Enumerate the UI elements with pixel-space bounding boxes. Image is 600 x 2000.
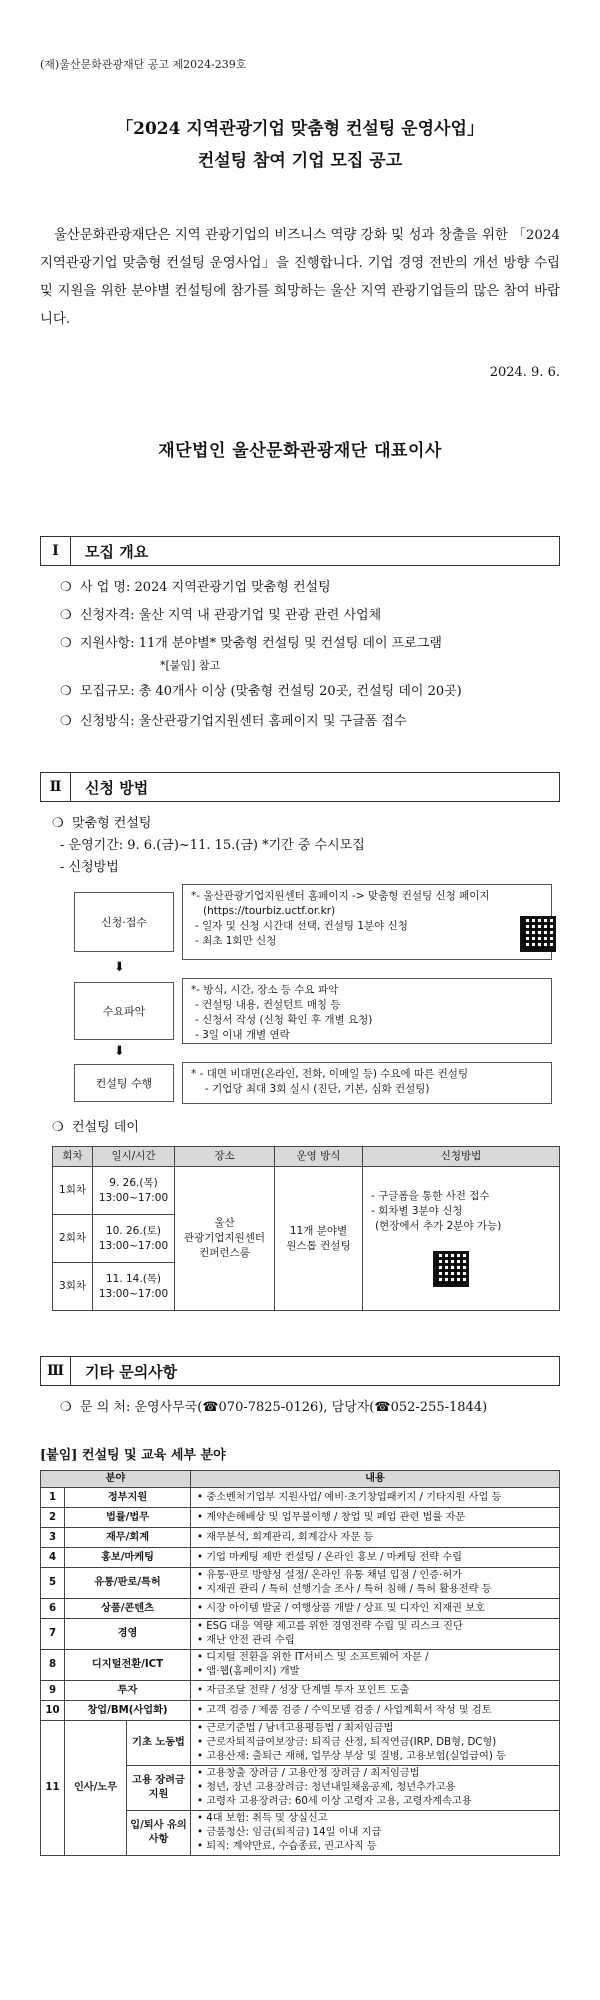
phone-icon: ☎ (374, 1400, 391, 1415)
table-row: 6 상품/콘텐츠 • 시장 아이템 발굴 / 여행상품 개발 / 상표 및 디자인 지재권 보호 (41, 1599, 560, 1619)
flow-desc-demand: *- 방식, 시간, 장소 등 수요 파악 - 컨설팅 내용, 컨설턴트 매칭 등 - 신청서 작성 (신청 확인 후 개별 요청) - 3일 이내 개별 연락 (182, 978, 552, 1044)
phone-icon: ☎ (202, 1400, 219, 1415)
section-3-title: 기타 문의사항 (85, 1362, 178, 1381)
table-row: 1회차 9. 26.(목) 13:00~17:00 울산 관광기업지원센터 컨퍼런스룸 11개 분야별 원스톱 컨설팅 - 구글폼을 통한 사전 접수 - 회차별 3분야 신청 (현장에서 추가 2분야 가능) (53, 1167, 560, 1215)
flow-desc-consulting: * - 대면 비대면(온라인, 전화, 이메일 등) 수요에 따른 컨설팅 - 기업당 최대 3회 실시 (진단, 기본, 심화 컨설팅) (182, 1062, 552, 1104)
apply-cell: - 구글폼을 통한 사전 접수 - 회차별 3분야 신청 (현장에서 추가 2분야 가능) (363, 1167, 560, 1311)
circle-bullet-icon: ❍ (60, 636, 72, 651)
section-1-header (40, 536, 560, 566)
list-item: ❍ 모집규모: 총 40개사 이상 (맞춤형 컨설팅 20곳, 컨설팅 데이 20곳) (60, 682, 462, 702)
list-item: ❍ 지원사항: 11개 분야별* 맞춤형 컨설팅 및 컨설팅 데이 프로그램 (60, 634, 442, 654)
venue-cell: 울산 관광기업지원센터 컨퍼런스룸 (175, 1167, 275, 1311)
table-row: 2 법률/법무 • 계약손해배상 및 업무불이행 / 창업 및 폐업 관련 법률 자문 (41, 1508, 560, 1528)
table-row: 입/퇴사 유의 사항 • 4대 보험: 취득 및 상실신고 • 금품청산: 임금(퇴직금) 14일 이내 지급 • 퇴직: 계약만료, 수습종료, 권고사직 등 (41, 1811, 560, 1856)
table-header: 신청방법 (363, 1147, 560, 1167)
note-attachment-ref: *[붙임] 참고 (160, 659, 221, 672)
down-arrow-icon: ⬇ (114, 960, 125, 975)
signature: 재단법인 울산문화관광재단 대표이사 (158, 441, 442, 461)
circle-bullet-icon: ❍ (52, 1120, 64, 1135)
down-arrow-icon: ⬇ (114, 1044, 125, 1059)
table-row: 2회차 10. 26.(토) 13:00~17:00 (53, 1215, 560, 1263)
flow-step-demand: 수요파악 (74, 982, 174, 1040)
circle-bullet-icon: ❍ (60, 580, 72, 595)
section-1-title: 모집 개요 (85, 542, 149, 561)
list-item: ❍ 신청자격: 울산 지역 내 관광기업 및 관광 관련 사업체 (60, 606, 381, 626)
table-row: 4 홍보/마케팅 • 기업 마케팅 제반 컨설팅 / 온라인 홍보 / 마케팅 전략 수립 (41, 1548, 560, 1568)
doc-number: (재)울산문화관광재단 공고 제2024-239호 (40, 58, 247, 71)
section-1-number: Ⅰ (41, 537, 71, 565)
contact-info: ❍ 문 의 처: 운영사무국( ☎ 070-7825-0126), 담당자( ☎ 052-255-1844) (60, 1398, 487, 1418)
application-method-label: - 신청방법 (60, 860, 119, 875)
attachment-title: [붙임] 컨설팅 및 교육 세부 분야 (40, 1448, 226, 1463)
table-row: 3회차 11. 14.(목) 13:00~17:00 (53, 1263, 560, 1311)
subsection-title: ❍ 컨설팅 데이 (52, 1118, 139, 1138)
table-header: 장소 (175, 1147, 275, 1167)
list-item: ❍ 신청방식: 울산관광기업지원센터 홈페이지 및 구글폼 접수 (60, 712, 406, 732)
qr-code-icon (520, 916, 556, 952)
table-row: 11 인사/노무 기초 노동법 • 근로기준법 / 남녀고용평등법 / 최저임금법 • 근로자퇴직급여보장금: 퇴직금 산정, 퇴직연금(IRP, DB형, DC형) • 고용산재: 출퇴근 재해, 업무상 부상 및 질병, 고용보험(실업급여) 등 (41, 1721, 560, 1766)
section-3-header (40, 1356, 560, 1386)
table-header: 내용 (191, 1471, 560, 1488)
table-row: 8 디지털전환/ICT • 디지털 전환을 위한 IT서비스 및 소프트웨어 자문 / • 앱·웹(홈페이지) 개발 (41, 1650, 560, 1681)
table-row: 1 정부지원 • 중소벤처기업부 지원사업/ 예비·초기창업패키지 / 기타지원 사업 등 (41, 1488, 560, 1508)
list-item: ❍ 사 업 명: 2024 지역관광기업 맞춤형 컨설팅 (60, 578, 331, 598)
subsection-title: ❍ 맞춤형 컨설팅 (52, 814, 151, 834)
page-title-line1: 「2024 지역관광기업 맞춤형 컨설팅 운영사업」 (116, 119, 484, 139)
section-2-number: Ⅱ (41, 773, 71, 801)
circle-bullet-icon: ❍ (52, 816, 64, 831)
page-title-line2: 컨설팅 참여 기업 모집 공고 (197, 151, 403, 171)
section-3-number: Ⅲ (41, 1357, 71, 1385)
qr-code-icon (433, 1251, 469, 1287)
circle-bullet-icon: ❍ (60, 684, 72, 699)
table-row: 3 재무/회계 • 재무분석, 회계관리, 회계감사 자문 등 (41, 1528, 560, 1548)
announcement-date: 2024. 9. 6. (489, 365, 560, 380)
intro-paragraph: 울산문화관광재단은 지역 관광기업의 비즈니스 역량 강화 및 성과 창출을 위한 「2024 지역관광기업 맞춤형 컨설팅 운영사업」을 진행합니다. 기업 경영 전반의 개선 방향 수립 및 지원을 위한 분야별 컨설팅에 참가를 희망하는 울산 지역 관광기업들의 많은 참여 바랍니다. (40, 228, 560, 327)
section-2-header (40, 772, 560, 802)
circle-bullet-icon: ❍ (60, 714, 72, 729)
table-header: 운영 방식 (275, 1147, 363, 1167)
consulting-fields-table (40, 1470, 560, 1856)
table-header: 회차 (53, 1147, 93, 1167)
table-row: 10 창업/BM(사업화) • 고객 검증 / 제품 검증 / 수익모델 검증 / 사업계획서 작성 및 검토 (41, 1701, 560, 1721)
table-row: 7 경영 • ESG 대응 역량 제고를 위한 경영전략 수립 및 리스크 진단 • 재난 안전 관리 수립 (41, 1619, 560, 1650)
flow-step-consulting: 컨설팅 수행 (74, 1064, 174, 1102)
section-2-title: 신청 방법 (85, 778, 149, 797)
table-header: 분야 (41, 1471, 191, 1488)
circle-bullet-icon: ❍ (60, 1400, 72, 1415)
table-row: 9 투자 • 자금조달 전략 / 성장 단계별 투자 포인트 도출 (41, 1681, 560, 1701)
table-header: 일시/시간 (93, 1147, 175, 1167)
table-row: 5 유통/판로/특허 • 유통·판로 방향성 설정/ 온라인 유통 채널 입점 / 인증·허가 • 지재권 관리 / 특허 선행기술 조사 / 특허 침해 / 특허 활용전략 등 (41, 1568, 560, 1599)
mode-cell: 11개 분야별 원스톱 컨설팅 (275, 1167, 363, 1311)
operation-period: - 운영기간: 9. 6.(금)~11. 15.(금) *기간 중 수시모집 (60, 838, 365, 853)
flow-desc-apply: *- 울산관광기업지원센터 홈페이지 -> 맞춤형 컨설팅 신청 페이지 (https://tourbiz.uctf.or.kr) - 일자 및 신청 시간대 선택, 컨설팅 1분야 신청 - 최초 1회만 신청 (182, 884, 552, 960)
table-row: 고용 장려금 지원 • 고용창출 장려금 / 고용안정 장려금 / 최저임금법 • 청년, 장년 고용장려금: 청년내일채움공제, 청년추가고용 • 고령자 고용장려금: 60세 이상 고령자 고용, 고령자계속고용 (41, 1766, 560, 1811)
consulting-day-table (52, 1146, 560, 1311)
flow-step-apply: 신청·접수 (74, 892, 174, 952)
circle-bullet-icon: ❍ (60, 608, 72, 623)
